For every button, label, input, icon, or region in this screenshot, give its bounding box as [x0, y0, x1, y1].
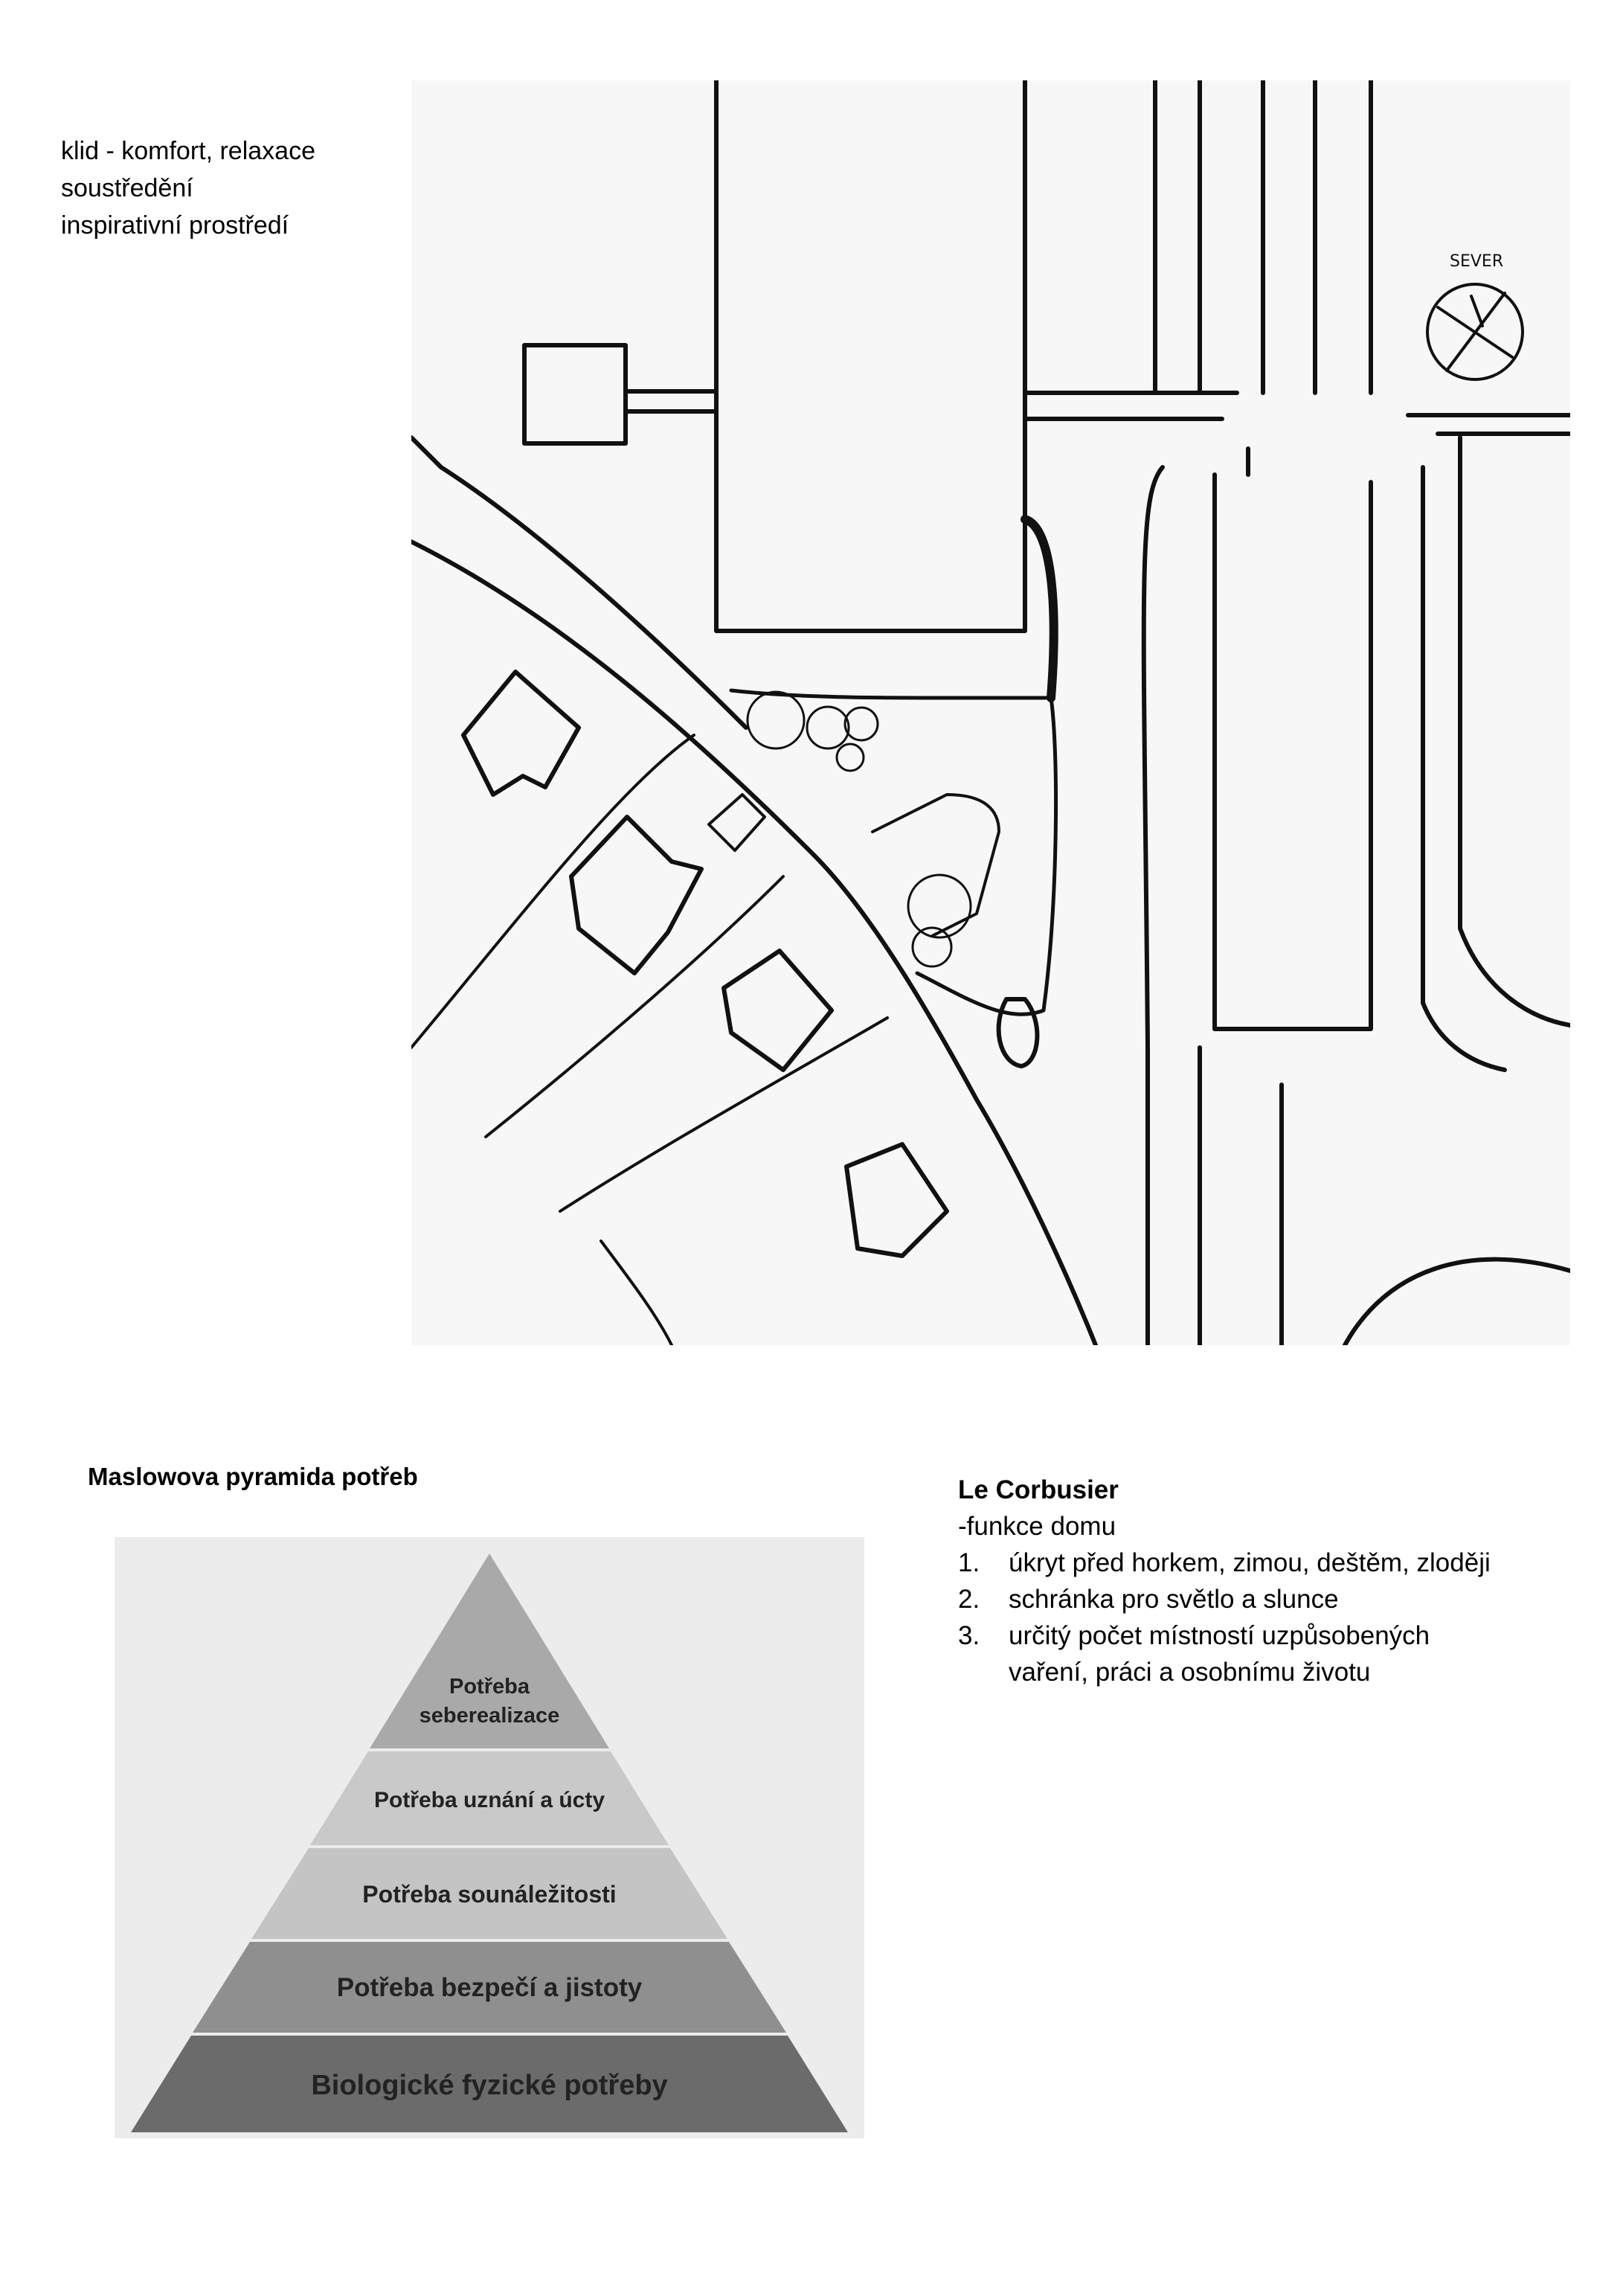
pyramid-label-2: Potřeba uznání a úcty: [373, 1788, 605, 1812]
list-number: 3.: [958, 1621, 980, 1650]
list-number: 2.: [958, 1585, 980, 1614]
corbusier-block: [958, 1472, 1491, 1690]
compass-label: SEVER: [1450, 252, 1504, 271]
note-line: soustředění: [61, 174, 193, 202]
note-line: klid - komfort, relaxace: [61, 137, 315, 165]
list-text: úkryt před horkem, zimou, deštěm, zloději: [1009, 1548, 1491, 1577]
pyramid-drawing: [115, 1537, 864, 2138]
list-text: určitý počet místností uzpůsobených: [1009, 1621, 1430, 1650]
note-line: inspirativní prostředí: [61, 211, 289, 240]
pyramid-label-1a: Potřeba: [449, 1675, 530, 1699]
corbusier-list: [958, 1545, 1491, 1690]
list-number: 1.: [958, 1548, 980, 1577]
maslow-pyramid: [115, 1537, 864, 2138]
corbusier-subtitle: -funkce domu: [958, 1512, 1116, 1541]
maslow-title: Maslowova pyramida potřeb: [88, 1463, 418, 1490]
site-plan-sketch: [411, 80, 1570, 1345]
pyramid-label-3: Potřeba sounáležitosti: [362, 1881, 617, 1908]
corbusier-title: Le Corbusier: [958, 1475, 1119, 1504]
list-item: [958, 1617, 1491, 1690]
site-plan-drawing: [411, 80, 1570, 1345]
list-text: vaření, práci a osobnímu životu: [1009, 1658, 1371, 1687]
list-text: schránka pro světlo a slunce: [1009, 1585, 1339, 1614]
pyramid-label-5: Biologické fyzické potřeby: [311, 2070, 668, 2101]
pyramid-label-1b: seberealizace: [419, 1704, 560, 1728]
notes-block: [61, 132, 315, 244]
pyramid-label-4: Potřeba bezpečí a jistoty: [336, 1973, 643, 2002]
list-item: [958, 1545, 1491, 1581]
list-item: [958, 1581, 1491, 1617]
